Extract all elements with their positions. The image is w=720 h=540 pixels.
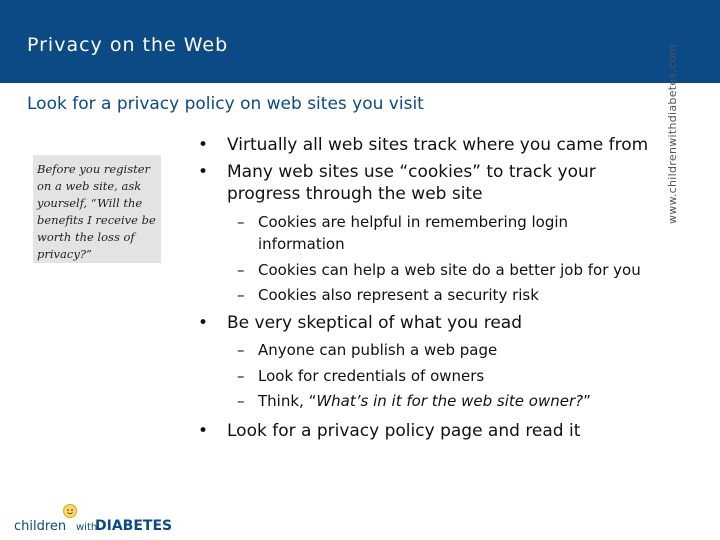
slide-subtitle: Look for a privacy policy on web sites you visit bbox=[27, 94, 424, 114]
sub-bullet-continuation: information bbox=[258, 235, 345, 253]
logo-text: DIABETES bbox=[95, 518, 173, 534]
dash-icon: – bbox=[237, 261, 245, 279]
dash-icon: – bbox=[237, 392, 245, 410]
callout-line: privacy?” bbox=[37, 247, 92, 261]
callout-line: on a web site, ask bbox=[37, 179, 142, 193]
sub-bullet-item: – Cookies also represent a security risk bbox=[237, 286, 539, 304]
sub-bullet-item: – Look for credentials of owners bbox=[237, 367, 485, 385]
bullet-continuation: progress through the web site bbox=[227, 184, 483, 204]
bullet-dot-icon: • bbox=[198, 162, 209, 182]
callout-line: benefits I receive be bbox=[37, 213, 156, 227]
sub-bullet-item: – Anyone can publish a web page bbox=[237, 341, 498, 359]
bullet-item: • Virtually all web sites track where you came from bbox=[198, 135, 649, 155]
callout-line: worth the loss of bbox=[37, 230, 135, 244]
bullet-dot-icon: • bbox=[198, 313, 209, 333]
dash-icon: – bbox=[237, 213, 245, 231]
bullet-dot-icon: • bbox=[198, 421, 209, 441]
logo bbox=[14, 503, 184, 533]
bullet-item: • Look for a privacy policy page and read it bbox=[198, 421, 581, 441]
sub-bullet-item: – Cookies can help a web site do a better job for you bbox=[237, 261, 641, 279]
logo-text: with bbox=[76, 522, 98, 533]
sub-bullet-item: – Cookies are helpful in remembering login bbox=[237, 213, 569, 231]
dash-icon: – bbox=[237, 367, 245, 385]
bullet-item: • Many web sites use “cookies” to track your bbox=[198, 162, 596, 182]
bullet-item: • Be very skeptical of what you read bbox=[198, 313, 523, 333]
bullet-dot-icon: • bbox=[198, 135, 209, 155]
sun-face-icon bbox=[62, 503, 78, 519]
logo-text: children bbox=[14, 519, 67, 534]
watermark-url: www.childrenwithdiabetes.com bbox=[666, 44, 679, 224]
callout-line: Before you register bbox=[37, 162, 151, 176]
sub-bullet-item: – Think, “What’s in it for the web site owner?” bbox=[237, 392, 591, 410]
page-title: Privacy on the Web bbox=[27, 34, 229, 56]
callout-line: yourself, “Will the bbox=[37, 196, 143, 210]
dash-icon: – bbox=[237, 341, 245, 359]
dash-icon: – bbox=[237, 286, 245, 304]
